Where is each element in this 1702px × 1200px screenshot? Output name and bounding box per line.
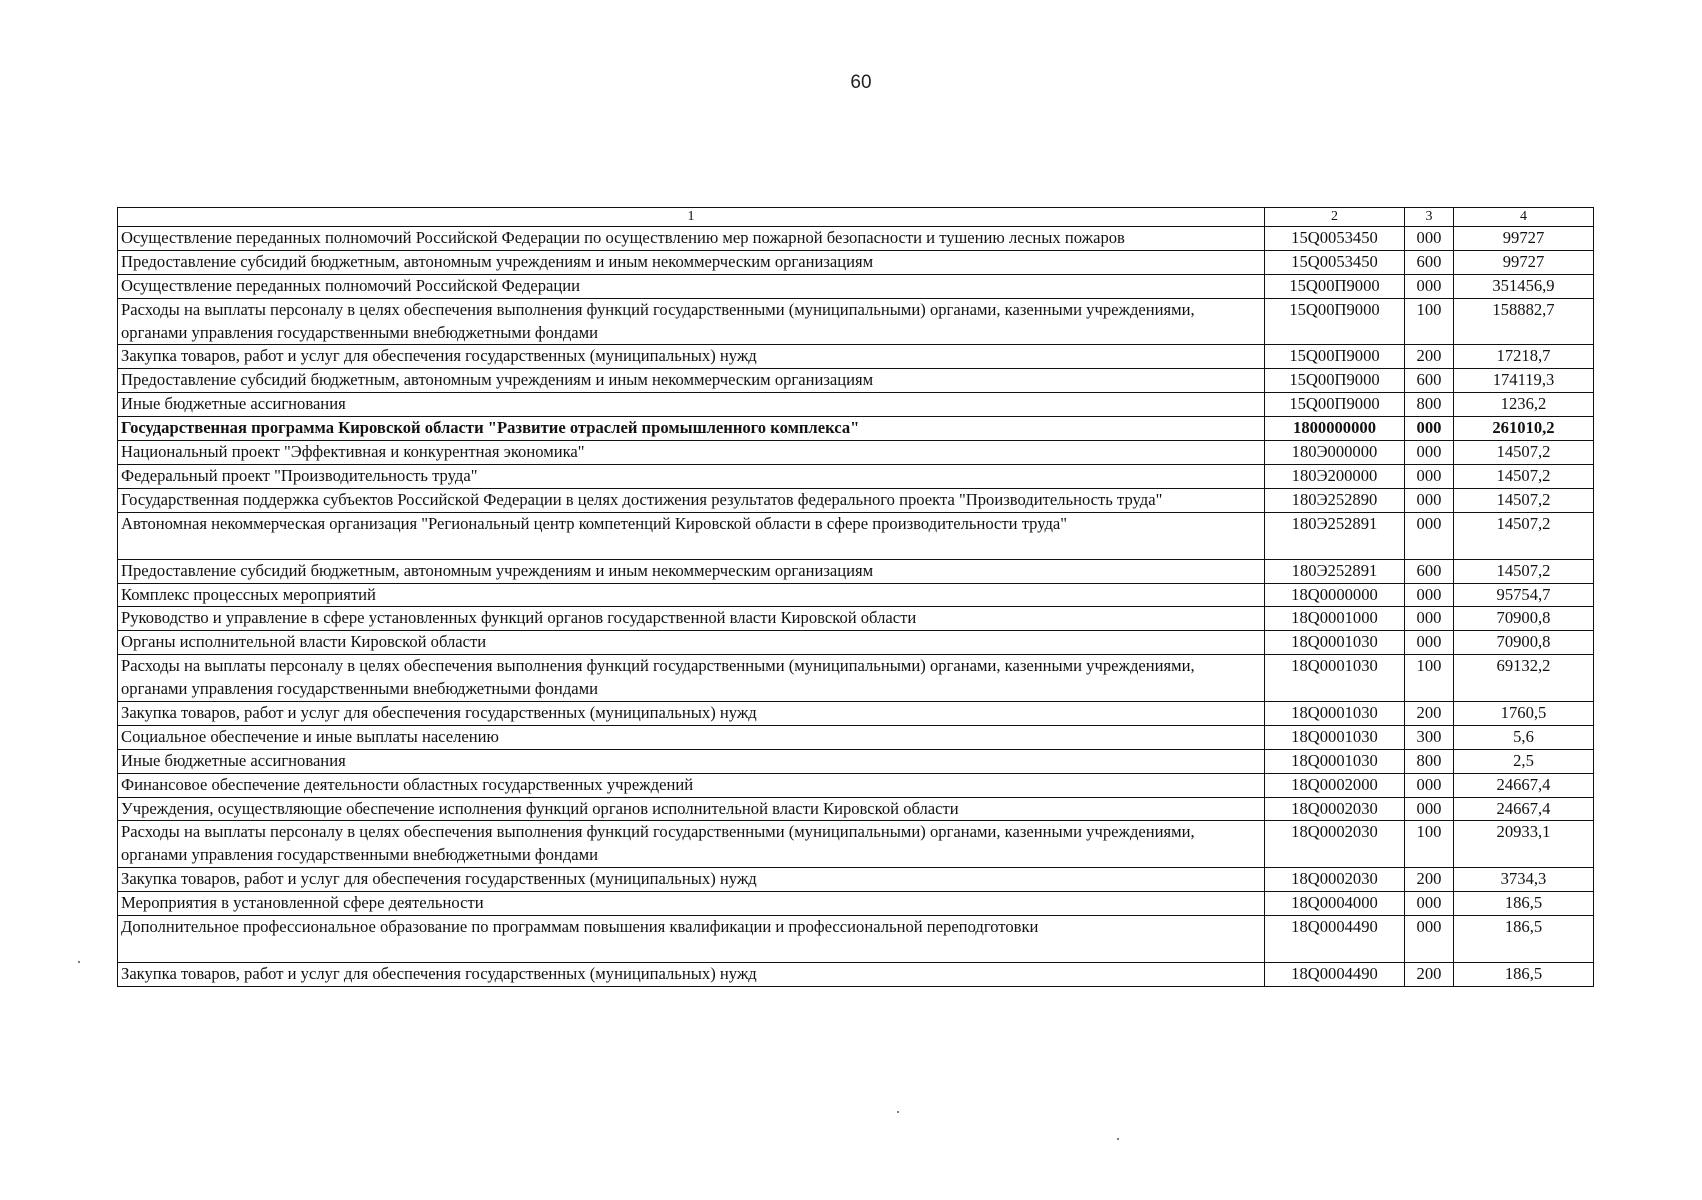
table-row [118,488,1594,512]
row-amount-cell: 69132,2 [1454,655,1594,702]
row-amount-cell: 20933,1 [1454,821,1594,868]
table-row [118,607,1594,631]
row-name-cell: Расходы на выплаты персоналу в целях обеспечения выполнения функций государственными (муниципальными) органами, казенными учреждениями, органами управления государственными внебюджетными фондами [118,655,1265,702]
row-kind-cell: 000 [1405,464,1454,488]
row-code-cell: 18Q0002030 [1265,797,1405,821]
table-row [118,369,1594,393]
row-code-cell: 15Q00П9000 [1265,298,1405,345]
row-name-cell: Предоставление субсидий бюджетным, автономным учреждениям и иным некоммерческим организациям [118,250,1265,274]
row-name-cell: Федеральный проект "Производительность труда" [118,464,1265,488]
row-code-cell: 18Q0004490 [1265,916,1405,963]
row-amount-cell: 95754,7 [1454,583,1594,607]
row-code-cell: 18Q0001030 [1265,631,1405,655]
row-name-cell: Органы исполнительной власти Кировской области [118,631,1265,655]
row-amount-cell: 14507,2 [1454,464,1594,488]
row-name-cell: Комплекс процессных мероприятий [118,583,1265,607]
row-name-cell: Автономная некоммерческая организация "Региональный центр компетенций Кировской области в сфере производительности труда" [118,512,1265,559]
column-header-code: 2 [1265,208,1405,227]
row-name-cell: Финансовое обеспечение деятельности областных государственных учреждений [118,773,1265,797]
table-row [118,749,1594,773]
table-row [118,583,1594,607]
row-code-cell: 18Q0000000 [1265,583,1405,607]
table-row [118,345,1594,369]
column-header-name: 1 [118,208,1265,227]
table-row [118,655,1594,702]
row-amount-cell: 70900,8 [1454,607,1594,631]
row-kind-cell: 000 [1405,583,1454,607]
row-kind-cell: 100 [1405,655,1454,702]
row-name-cell: Закупка товаров, работ и услуг для обеспечения государственных (муниципальных) нужд [118,868,1265,892]
row-amount-cell: 174119,3 [1454,369,1594,393]
row-kind-cell: 800 [1405,749,1454,773]
row-code-cell: 18Q0001030 [1265,725,1405,749]
row-name-cell: Расходы на выплаты персоналу в целях обеспечения выполнения функций государственными (муниципальными) органами, казенными учреждениями, органами управления государственными внебюджетными фондами [118,298,1265,345]
row-kind-cell: 200 [1405,963,1454,987]
table-row [118,797,1594,821]
row-code-cell: 18Q0001030 [1265,702,1405,726]
row-code-cell: 18Q0004490 [1265,963,1405,987]
row-amount-cell: 99727 [1454,227,1594,251]
row-kind-cell: 000 [1405,512,1454,559]
row-name-cell: Руководство и управление в сфере установленных функций органов государственной власти Кировской области [118,607,1265,631]
row-kind-cell: 600 [1405,559,1454,583]
table-row [118,916,1594,963]
row-code-cell: 180Э000000 [1265,441,1405,465]
table-row [118,773,1594,797]
row-amount-cell: 2,5 [1454,749,1594,773]
table-row [118,868,1594,892]
scan-speck [78,961,80,963]
scan-speck [897,1111,899,1113]
row-name-cell: Осуществление переданных полномочий Российской Федерации по осуществлению мер пожарной безопасности и тушению лесных пожаров [118,227,1265,251]
row-name-cell: Расходы на выплаты персоналу в целях обеспечения выполнения функций государственными (муниципальными) органами, казенными учреждениями, органами управления государственными внебюджетными фондами [118,821,1265,868]
row-name-cell: Государственная программа Кировской области "Развитие отраслей промышленного комплекса" [118,417,1265,441]
row-amount-cell: 1236,2 [1454,393,1594,417]
row-name-cell: Социальное обеспечение и иные выплаты населению [118,725,1265,749]
row-name-cell: Дополнительное профессиональное образование по программам повышения квалификации и профессиональной переподготовки [118,916,1265,963]
scan-speck [1117,1138,1119,1140]
column-header-kind: 3 [1405,208,1454,227]
row-kind-cell: 200 [1405,345,1454,369]
table-row [118,963,1594,987]
row-amount-cell: 5,6 [1454,725,1594,749]
table-row [118,464,1594,488]
table-row [118,559,1594,583]
table-row [118,702,1594,726]
table-row [118,417,1594,441]
column-header-amount: 4 [1454,208,1594,227]
row-name-cell: Закупка товаров, работ и услуг для обеспечения государственных (муниципальных) нужд [118,345,1265,369]
row-name-cell: Закупка товаров, работ и услуг для обеспечения государственных (муниципальных) нужд [118,963,1265,987]
row-name-cell: Национальный проект "Эффективная и конкурентная экономика" [118,441,1265,465]
row-kind-cell: 000 [1405,441,1454,465]
row-kind-cell: 000 [1405,274,1454,298]
row-kind-cell: 000 [1405,607,1454,631]
row-amount-cell: 186,5 [1454,963,1594,987]
row-amount-cell: 158882,7 [1454,298,1594,345]
row-code-cell: 15Q0053450 [1265,250,1405,274]
header-row [118,208,1594,227]
row-kind-cell: 000 [1405,797,1454,821]
row-code-cell: 15Q00П9000 [1265,369,1405,393]
row-kind-cell: 200 [1405,702,1454,726]
row-name-cell: Мероприятия в установленной сфере деятельности [118,892,1265,916]
row-name-cell: Предоставление субсидий бюджетным, автономным учреждениям и иным некоммерческим организациям [118,369,1265,393]
row-amount-cell: 261010,2 [1454,417,1594,441]
row-kind-cell: 600 [1405,250,1454,274]
row-code-cell: 18Q0001030 [1265,655,1405,702]
row-code-cell: 18Q0001030 [1265,749,1405,773]
table-row [118,227,1594,251]
row-name-cell: Предоставление субсидий бюджетным, автономным учреждениям и иным некоммерческим организациям [118,559,1265,583]
table-row [118,631,1594,655]
table-row [118,298,1594,345]
row-amount-cell: 351456,9 [1454,274,1594,298]
row-code-cell: 18Q0002000 [1265,773,1405,797]
row-amount-cell: 99727 [1454,250,1594,274]
row-kind-cell: 300 [1405,725,1454,749]
row-kind-cell: 200 [1405,868,1454,892]
row-kind-cell: 800 [1405,393,1454,417]
row-amount-cell: 186,5 [1454,892,1594,916]
row-amount-cell: 186,5 [1454,916,1594,963]
row-code-cell: 15Q00П9000 [1265,274,1405,298]
row-name-cell: Иные бюджетные ассигнования [118,393,1265,417]
row-name-cell: Закупка товаров, работ и услуг для обеспечения государственных (муниципальных) нужд [118,702,1265,726]
table-row [118,821,1594,868]
row-kind-cell: 000 [1405,417,1454,441]
row-code-cell: 15Q00П9000 [1265,345,1405,369]
row-code-cell: 1800000000 [1265,417,1405,441]
budget-table [117,207,1594,987]
row-kind-cell: 000 [1405,773,1454,797]
table-body [118,227,1594,987]
row-amount-cell: 14507,2 [1454,488,1594,512]
row-code-cell: 180Э252891 [1265,512,1405,559]
row-name-cell: Государственная поддержка субъектов Российской Федерации в целях достижения результатов федерального проекта "Производительность труда" [118,488,1265,512]
table-row [118,393,1594,417]
row-name-cell: Иные бюджетные ассигнования [118,749,1265,773]
row-code-cell: 180Э252891 [1265,559,1405,583]
row-amount-cell: 24667,4 [1454,797,1594,821]
row-code-cell: 180Э252890 [1265,488,1405,512]
row-kind-cell: 000 [1405,916,1454,963]
row-amount-cell: 14507,2 [1454,559,1594,583]
row-kind-cell: 000 [1405,488,1454,512]
row-amount-cell: 24667,4 [1454,773,1594,797]
row-name-cell: Учреждения, осуществляющие обеспечение исполнения функций органов исполнительной власти Кировской области [118,797,1265,821]
row-code-cell: 180Э200000 [1265,464,1405,488]
table-row [118,512,1594,559]
row-kind-cell: 000 [1405,631,1454,655]
row-name-cell: Осуществление переданных полномочий Российской Федерации [118,274,1265,298]
row-amount-cell: 14507,2 [1454,441,1594,465]
row-code-cell: 15Q00П9000 [1265,393,1405,417]
row-kind-cell: 100 [1405,821,1454,868]
row-amount-cell: 14507,2 [1454,512,1594,559]
row-code-cell: 18Q0002030 [1265,821,1405,868]
row-amount-cell: 3734,3 [1454,868,1594,892]
row-code-cell: 18Q0004000 [1265,892,1405,916]
row-amount-cell: 1760,5 [1454,702,1594,726]
row-amount-cell: 70900,8 [1454,631,1594,655]
row-code-cell: 18Q0002030 [1265,868,1405,892]
row-amount-cell: 17218,7 [1454,345,1594,369]
row-kind-cell: 000 [1405,227,1454,251]
row-code-cell: 18Q0001000 [1265,607,1405,631]
row-kind-cell: 600 [1405,369,1454,393]
row-code-cell: 15Q0053450 [1265,227,1405,251]
row-kind-cell: 000 [1405,892,1454,916]
page-number: 60 [850,72,872,93]
table-row [118,274,1594,298]
table-row [118,892,1594,916]
table-row [118,725,1594,749]
row-kind-cell: 100 [1405,298,1454,345]
table-row [118,250,1594,274]
table-row [118,441,1594,465]
